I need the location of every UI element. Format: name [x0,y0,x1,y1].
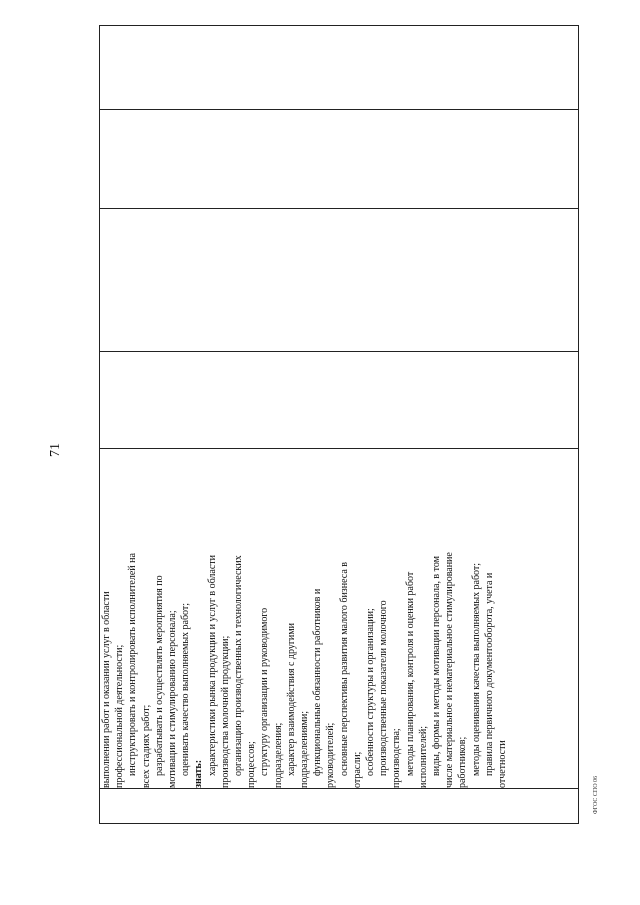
cell-text-line: отрасли; [351,751,363,788]
cell-text-line: мотивации и стимулированию персонала; [167,610,179,788]
cell-text-line: производства молочной продукции; [219,635,231,788]
cell-text-line: всех стадиях работ; [140,704,152,788]
table-cell-content [100,449,579,789]
cell-text-line: разрабатывать и осуществлять мероприятия по [153,575,165,776]
table-cell-discipline [100,209,579,352]
cell-text-line: производственные показатели молочного [378,600,390,776]
cell-text-line: выполнении работ и оказании услуг в области [101,591,112,788]
table-cell-code [100,789,579,824]
cell-text-line: методы оценивания качества выполняемых работ; [470,562,482,776]
cell-text-line: процессов; [246,741,258,788]
cell-text-line: структуру организации и руководимого [259,607,271,776]
cell-text-line: инструктировать и контролировать исполнителей на [127,553,139,776]
table-row [100,26,579,824]
cell-text-line: подразделения; [272,722,284,788]
cell-text-line: отчетности [497,740,509,788]
page-number: 71 [48,443,63,457]
footer-stamp: ФГОС СПО 06 [593,775,599,815]
cell-text-line: правила первичного документооборота, учета и [483,572,495,776]
cell-text-line: подразделениями; [299,711,311,788]
cell-text-line: оценивать качество выполняемых работ; [180,602,192,776]
cell-text-line: основные перспективы развития малого бизнеса в [338,562,350,776]
cell-text-line: производства; [391,728,403,788]
document-table [99,25,579,824]
table-cell-codes [100,110,579,209]
table-cell-hours [100,352,579,449]
cell-text-line: числе материальное и нематериальное стимулирование [444,552,456,788]
cell-text-line: руководителей; [325,722,337,788]
cell-text-line: организацию производственных и технологических [233,555,245,776]
document-table-frame [99,32,579,824]
cell-text-line: методы планирования, контроля и оценки работ [404,571,416,776]
cell-text-line: профессиональной деятельности; [114,644,126,788]
cell-text-line: особенности структуры и организации; [365,608,377,776]
cell-text-line: функциональные обязанности работников и [312,588,324,776]
rotated-table [99,32,579,824]
table-cell-extra [100,26,579,110]
cell-text-line: виды, формы и методы мотивации персонала, в том [431,556,443,776]
cell-text-line: исполнителей; [417,725,429,788]
cell-text-line: характер взаимодействия с другими [285,623,297,776]
cell-text-block [100,449,509,788]
cell-text-line: работников; [457,736,469,788]
cell-text-line: знать: [193,759,205,788]
cell-text-line: характеристики рынка продукции и услуг в области [206,555,218,776]
